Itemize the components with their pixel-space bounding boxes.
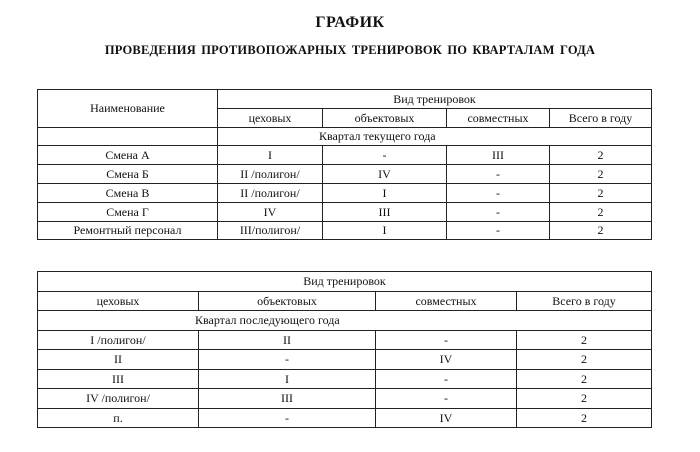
table-row [38,330,652,350]
table-cell: - [323,146,447,165]
column-header: объектовых [199,291,376,311]
row-name: Ремонтный персонал [38,221,218,240]
table-header-row [38,272,652,292]
table-cell: 2 [517,389,652,409]
table-cell: III [38,369,199,389]
column-header: цеховых [38,291,199,311]
column-header: совместных [447,108,550,127]
table-row [38,350,652,370]
table-cell: I /полигон/ [38,330,199,350]
table-cell: I [199,369,376,389]
column-header: совместных [376,291,517,311]
table-header-row [38,127,652,146]
table-cell: I [323,183,447,202]
table-cell: IV [218,202,323,221]
row-name: Смена Г [38,202,218,221]
table-cell: 2 [517,408,652,428]
table-header-row [38,311,652,331]
table-cell: IV /полигон/ [38,389,199,409]
table-cell: - [447,202,550,221]
table-row [38,369,652,389]
table-row [38,146,652,165]
table-cell: - [199,408,376,428]
table-cell: IV [323,165,447,184]
document-subtitle: ПРОВЕДЕНИЯ ПРОТИВОПОЖАРНЫХ ТРЕНИРОВОК ПО КВАРТАЛАМ ГОДА [104,43,596,57]
table-cell: 2 [517,369,652,389]
row-name: Смена Б [38,165,218,184]
row-name: Смена А [38,146,218,165]
column-header: Всего в году [550,108,652,127]
table-cell: - [447,183,550,202]
next-year-schedule-table [37,271,652,428]
training-type-header: Вид тренировок [38,272,652,292]
table-cell: I [323,221,447,240]
table-cell: - [376,330,517,350]
table-row [38,389,652,409]
column-header: объектовых [323,108,447,127]
current-year-schedule-table [37,89,652,240]
table-cell: - [199,350,376,370]
table-cell: - [447,221,550,240]
row-name: Смена В [38,183,218,202]
table-row [38,408,652,428]
table-row [38,202,652,221]
table-cell: - [376,369,517,389]
table-cell: II /полигон/ [218,165,323,184]
table-cell: II /полигон/ [218,183,323,202]
table-cell: IV [376,408,517,428]
table-cell: III [447,146,550,165]
table-row [38,221,652,240]
table-row [38,183,652,202]
table-cell: 2 [550,202,652,221]
table-header-row [38,90,652,109]
table-cell: 2 [550,183,652,202]
table-cell: - [376,389,517,409]
table-cell: IV [376,350,517,370]
empty-cell [38,127,218,146]
table-header-row [38,291,652,311]
table-cell: 2 [550,165,652,184]
quarter-header: Квартал текущего года [218,127,652,146]
table-cell: III [199,389,376,409]
table-cell: III [323,202,447,221]
table-cell: 2 [550,146,652,165]
table-cell: п. [38,408,199,428]
document-title: ГРАФИК [315,14,385,31]
table-cell: III/полигон/ [218,221,323,240]
training-type-header: Вид тренировок [218,90,652,109]
table-cell: - [447,165,550,184]
table-cell: II [38,350,199,370]
table-cell: I [218,146,323,165]
table-cell: 2 [517,330,652,350]
table-cell: 2 [550,221,652,240]
table-cell: 2 [517,350,652,370]
table-cell: II [199,330,376,350]
table-row [38,165,652,184]
column-header: цеховых [218,108,323,127]
quarter-header: Квартал последующего года [38,311,652,331]
name-column-header: Наименование [38,90,218,128]
column-header: Всего в году [517,291,652,311]
